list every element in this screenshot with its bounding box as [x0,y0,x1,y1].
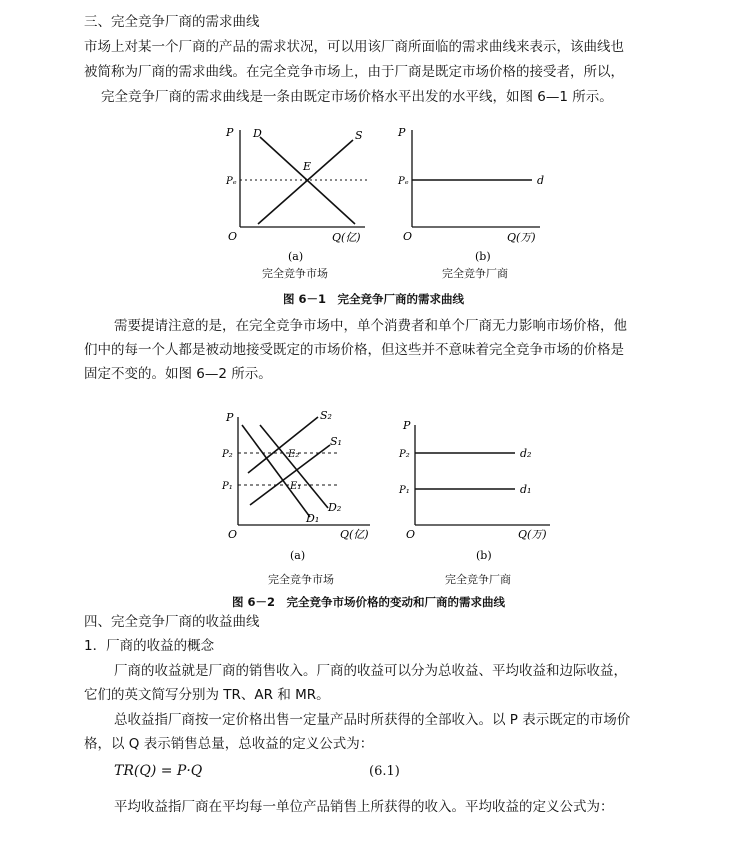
figure-6-2 [220,405,570,570]
fig2b-panel-label: (b) [476,549,492,562]
fig1b-p-label: P [398,126,406,139]
fig2a-s2-label: S₂ [320,409,332,422]
fig1a-origin: O [228,230,238,243]
fig2a-p1-label: P₁ [222,481,233,492]
fig1-caption: 图 6－1 完全竞争厂商的需求曲线 [283,292,465,306]
fig1a-subtitle: 完全竞争市场 [262,267,328,280]
fig2b-d2-label: d₂ [520,447,532,460]
fig1a-pe-label: Pₑ [226,176,237,187]
fig2a-d1-label: D₁ [306,512,320,525]
paragraph-line: 固定不变的。如图 6—2 所示。 [84,366,272,382]
formula-number: (6.1) [369,764,400,779]
paragraph-line: 完全竞争厂商的需求曲线是一条由既定市场价格水平出发的水平线，如图 6—1 所示。 [101,89,613,105]
paragraph-line: 平均收益指厂商在平均每一单位产品销售上所获得的收入。平均收益的定义公式为： [114,799,614,815]
fig1a-s-label: S [355,129,363,142]
fig2b-p2-label: P₂ [399,449,410,460]
fig2a-panel-label: (a) [290,549,306,562]
fig2a-e1-label: E₁ [290,481,302,492]
fig2b-p1-label: P₁ [399,485,410,496]
paragraph-line: 们中的每一个人都是被动地接受既定的市场价格，但这些并不意味着完全竞争市场的价格是 [84,342,624,358]
fig2-caption: 图 6－2 完全竞争市场价格的变动和厂商的需求曲线 [232,595,506,609]
section3-heading: 三、完全竞争厂商的需求曲线 [84,14,260,30]
paragraph-line: 需要提请注意的是，在完全竞争市场中，单个消费者和单个厂商无力影响市场价格，他 [114,318,627,334]
fig1b-pe-label: Pₑ [398,176,409,187]
fig1b-origin: O [403,230,413,243]
fig2a-p-label: P [226,411,234,424]
figure-6-1 [220,120,560,310]
fig2a-e2-label: E₂ [288,449,300,460]
section4-subheading: 1．厂商的收益的概念 [84,638,215,654]
paragraph-line: 格，以 Q 表示销售总量，总收益的定义公式为： [84,736,374,752]
fig1b-panel-label: (b) [475,250,491,263]
fig2b-q-label: Q(万) [518,528,547,541]
formula-6-1: TR(Q) = P·Q [114,763,203,779]
fig2b-d1-label: d₁ [520,483,532,496]
fig1a-panel-label: (a) [288,250,304,263]
fig1a-supply-curve [258,140,353,224]
fig2a-s1-label: S₁ [330,435,342,448]
fig1a-d-label: D [253,127,262,140]
fig2b-subtitle: 完全竞争厂商 [445,573,511,586]
fig1b-d-label: d [537,174,545,187]
fig1a-e-label: E [303,160,312,173]
paragraph-line: 它们的英文简写分别为 TR、AR 和 MR。 [84,687,330,703]
fig2b-origin: O [406,528,416,541]
paragraph-line: 总收益指厂商按一定价格出售一定量产品时所获得的全部收入。以 P 表示既定的市场价 [114,712,631,728]
fig2a-origin: O [228,528,238,541]
fig2b-p-label: P [403,419,411,432]
fig2a-s2-curve [248,417,318,473]
section4-heading: 四、完全竞争厂商的收益曲线 [84,614,260,630]
fig1b-q-label: Q(万) [507,231,536,244]
fig1a-p-label: P [226,126,234,139]
fig1a-q-label: Q(亿) [332,231,361,244]
fig2a-p2-label: P₂ [222,449,233,460]
paragraph-line: 厂商的收益就是厂商的销售收入。厂商的收益可以分为总收益、平均收益和边际收益， [114,663,627,679]
fig1b-subtitle: 完全竞争厂商 [442,267,508,280]
fig2a-q-label: Q(亿) [340,528,369,541]
paragraph-line: 被简称为厂商的需求曲线。在完全竞争市场上，由于厂商是既定市场价格的接受者，所以， [84,64,624,80]
fig2a-subtitle: 完全竞争市场 [268,573,334,586]
paragraph-line: 市场上对某一个厂商的产品的需求状况，可以用该厂商所面临的需求曲线来表示，该曲线也 [84,39,624,55]
fig2a-d2-label: D₂ [328,501,342,514]
